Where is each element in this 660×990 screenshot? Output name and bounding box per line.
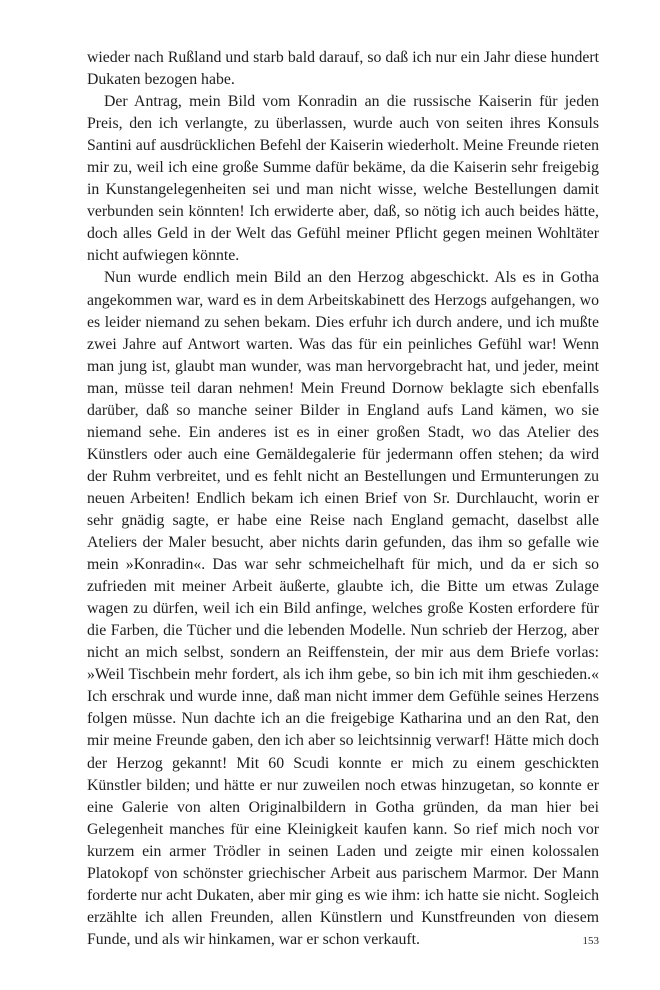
body-text (87, 47, 599, 951)
page-number: 153 (582, 935, 599, 947)
paragraph-continuation: wieder nach Rußland und starb bald darauf, so daß ich nur ein Jahr diese hundert Dukaten bezogen habe. (87, 49, 599, 89)
paragraph-herzog-gotha: Nun wurde endlich mein Bild an den Herzog abgeschickt. Als es in Gotha angekommen war, ward es in dem Arbeitskabinett des Herzogs aufgehangen, wo es leider niemand zu sehen bekam. Dies erfuhr ich durch andere, und ich mußte zwei Jahre auf Antwort warten. Was das für ein peinliches Gefühl war! Wenn man jung ist, glaubt man wunder, was man hervorgebracht hat, und jeder, meint man, müsse teil daran nehmen! Mein Freund Dornow beklagte sich ebenfalls darüber, daß so manche seiner Bilder in England aufs Land kämen, wo sie niemand sehe. Ein anderes ist es in einer großen Stadt, wo das Atelier des Künstlers oder auch eine Gemäldegalerie für jedermann offen stehen; da wird der Ruhm verbreitet, und es fehlt nicht an Bestellungen und Ermunterungen zu neuen Arbeiten! Endlich bekam ich einen Brief von Sr. Durchlaucht, worin er sehr gnädig sagte, er habe eine Reise nach England gemacht, daselbst alle Ateliers der Maler besucht, aber nichts darin gefunden, das ihm so gefalle wie mein »Konradin«. Das war sehr schmeichelhaft für mich, und da er sich so zufrieden mit meiner Arbeit äußerte, glaubte ich, die Bitte um etwas Zulage wagen zu dürfen, weil ich ein Bild anfinge, welches große Kosten erfordere für die Farben, die Tücher und die lebenden Modelle. Nun schrieb der Herzog, aber nicht an mich selbst, sondern an Reiffenstein, der mir aus dem Briefe vorlas: »Weil Tischbein mehr fordert, als ich ihm gebe, so bin ich mit ihm geschieden.« Ich erschrak und wurde inne, daß man nicht immer dem Gefühle seines Herzens folgen müsse. Nun dachte ich an die freigebige Katharina und an den Rat, den mir meine Freunde gaben, den ich aber so leichtsinnig verwarf! Hätte mich doch der Herzog gekannt! Mit 60 Scudi konnte er mich zu einem geschickten Künstler bilden; und hätte er nur zuweilen noch etwas hinzugetan, so konnte er eine Galerie von alten Originalbildern in Gotha gründen, da man hier bei Gelegenheit manches für eine Kleinigkeit kaufen kann. So rief mich noch vor kurzem ein armer Trödler in seinen Laden und zeigte mir einen kolossalen Platokopf von schönster griechischer Arbeit aus parischem Marmor. Der Mann forderte nur acht Dukaten, aber mir ging es wie ihm: ich hatte sie nicht. Sogleich erzählte ich allen Freunden, allen Künstlern und Kunstfreunden von diesem Funde, und als wir hinkamen, war er schon verkauft. (87, 269, 599, 948)
paragraph-kaiserin-offer: Der Antrag, mein Bild vom Konradin an die russische Kaiserin für jeden Preis, den ich verlangte, zu überlassen, wurde auch von seiten ihres Konsuls Santini auf ausdrücklichen Befehl der Kaiserin wiederholt. Meine Freunde rieten mir zu, weil ich eine große Summe dafür bekäme, da die Kaiserin sehr freigebig in Kunstangelegenheiten sei und man nicht wisse, welche Bestellungen damit verbunden sein könnten! Ich erwiderte aber, daß, so nötig ich auch beides hätte, doch alles Geld in der Welt das Gefühl meiner Pflicht gegen meinen Wohltäter nicht aufwiegen könnte. (87, 93, 599, 265)
